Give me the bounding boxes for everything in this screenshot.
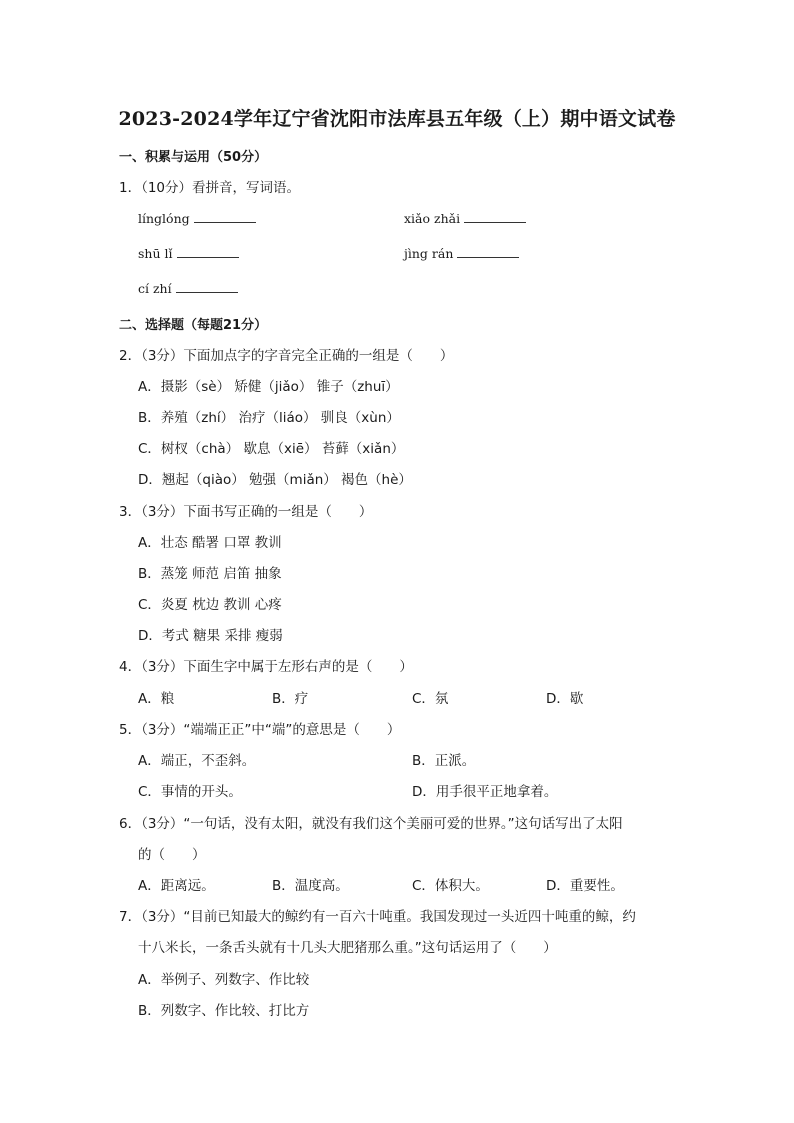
question-7-stem: 7．（3分）“目前已知最大的鲸约有一百六十吨重。我国发现过一头近四十吨重的鲸，约	[119, 909, 636, 925]
question-2-option-c: C．树杈（chà） 歇息（xiē） 苔藓（xiǎn）	[138, 441, 405, 457]
pinyin-item-5	[138, 280, 238, 296]
pinyin-text: línglóng	[138, 211, 190, 226]
pinyin-item-2	[404, 210, 526, 226]
question-6-stem-cont: 的（ ）	[138, 847, 206, 863]
question-5-option-b: B．正派。	[412, 753, 476, 769]
question-4-option-b: B．疗	[272, 691, 309, 707]
pinyin-text: cí zhí	[138, 281, 172, 296]
question-2-stem: 2．（3分）下面加点字的字音完全正确的一组是（ ）	[119, 348, 454, 364]
question-6-option-c: C．体积大。	[412, 878, 489, 894]
question-3-option-b: B．蒸笼 师范 启笛 抽象	[138, 566, 282, 582]
question-2-option-d: D．翘起（qiào） 勉强（miǎn） 褐色（hè）	[138, 472, 412, 488]
pinyin-item-4	[404, 245, 519, 261]
question-2-option-a: A．摄影（sè） 矫健（jiǎo） 锥子（zhuī）	[138, 379, 399, 395]
section-heading-2: 二、选择题（每题21分）	[119, 318, 268, 333]
question-6-option-d: D．重要性。	[546, 878, 624, 894]
question-5-option-d: D．用手很平正地拿着。	[412, 784, 558, 800]
question-6-option-a: A．距离远。	[138, 878, 215, 894]
question-4-option-c: C．氛	[412, 691, 449, 707]
pinyin-text: xiǎo zhǎi	[404, 211, 461, 226]
question-2-option-b: B．养殖（zhí） 治疗（liáo） 驯良（xùn）	[138, 410, 400, 426]
question-5-option-a: A．端正，不歪斜。	[138, 753, 256, 769]
question-5-stem: 5．（3分）“端端正正”中“端”的意思是（ ）	[119, 722, 401, 738]
question-3-stem: 3．（3分）下面书写正确的一组是（ ）	[119, 504, 373, 520]
pinyin-item-3	[138, 245, 239, 261]
pinyin-text: jìng rán	[404, 246, 454, 261]
question-1-stem: 1．（10分）看拼音，写词语。	[119, 180, 301, 196]
question-3-option-a: A．壮态 酷署 口罩 教训	[138, 535, 282, 551]
question-3-option-d: D．考式 糖果 采排 瘦弱	[138, 628, 283, 644]
question-7-option-b: B．列数字、作比较、打比方	[138, 1003, 310, 1019]
question-6-option-b: B．温度高。	[272, 878, 349, 894]
answer-blank[interactable]	[457, 245, 519, 258]
answer-blank[interactable]	[194, 210, 256, 223]
pinyin-text: shū lǐ	[138, 246, 173, 261]
answer-blank[interactable]	[176, 280, 238, 293]
section-heading-1: 一、积累与运用（50分）	[119, 150, 268, 165]
pinyin-item-1	[138, 210, 256, 226]
question-4-option-a: A．粮	[138, 691, 175, 707]
question-7-stem-cont: 十八米长，一条舌头就有十几头大肥猪那么重。”这句话运用了（ ）	[138, 940, 557, 956]
question-4-option-d: D．歇	[546, 691, 584, 707]
question-5-option-c: C．事情的开头。	[138, 784, 242, 800]
answer-blank[interactable]	[464, 210, 526, 223]
question-7-option-a: A．举例子、列数字、作比较	[138, 972, 310, 988]
question-6-stem: 6．（3分）“一句话，没有太阳，就没有我们这个美丽可爱的世界。”这句话写出了太阳	[119, 816, 623, 832]
answer-blank[interactable]	[177, 245, 239, 258]
question-3-option-c: C．炎夏 枕边 教训 心疼	[138, 597, 282, 613]
page-title: 2023-2024学年辽宁省沈阳市法库县五年级（上）期中语文试卷	[118, 108, 676, 130]
question-4-stem: 4．（3分）下面生字中属于左形右声的是（ ）	[119, 659, 413, 675]
